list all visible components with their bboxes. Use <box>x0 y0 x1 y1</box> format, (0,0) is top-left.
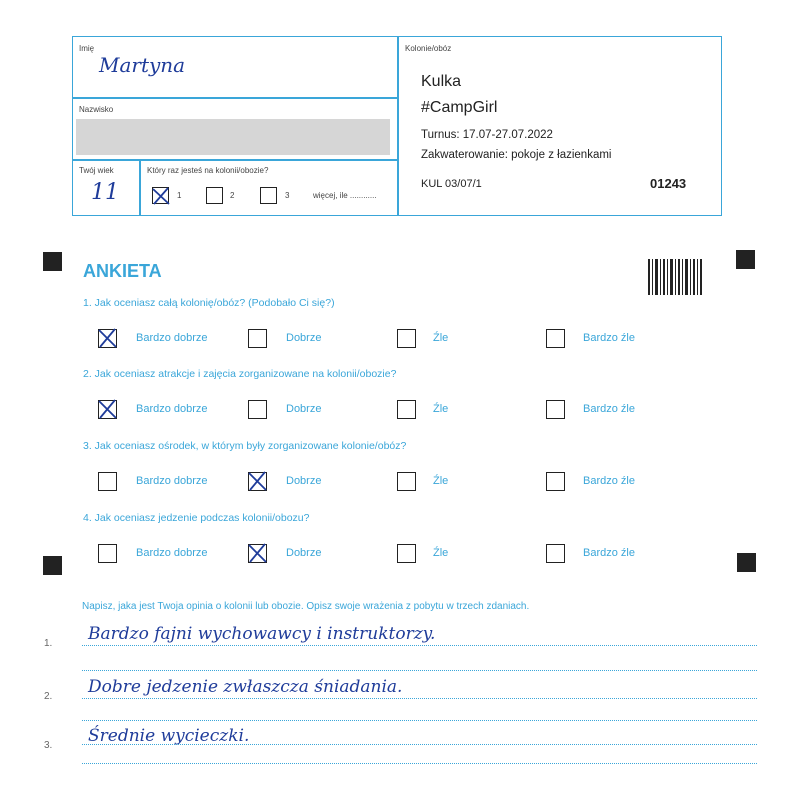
survey-title: ANKIETA <box>83 261 162 281</box>
question-1-option-1-label: Bardzo dobrze <box>136 332 208 344</box>
opinion-line-2-number: 2. <box>44 691 53 702</box>
question-4-text: 4. Jak oceniasz jedzenie podczas kolonii/obozu? <box>83 512 310 524</box>
question-1-option-2-checkbox[interactable] <box>248 329 267 348</box>
question-3-option-4-label: Bardzo źle <box>583 475 635 487</box>
opinion-line-1-text[interactable]: Bardzo fajni wychowawcy i instruktorzy. <box>88 624 436 644</box>
question-2-option-2-label: Dobrze <box>286 403 322 415</box>
ktory-raz-label: Który raz jesteś na kolonii/obozie? <box>147 166 269 175</box>
header-form <box>72 36 722 216</box>
question-1-option-3-checkbox[interactable] <box>397 329 416 348</box>
dotted-line <box>82 720 757 721</box>
opinion-line-2-text[interactable]: Dobre jedzenie zwłaszcza śniadania. <box>88 677 403 697</box>
registration-mark <box>737 553 756 572</box>
question-1-option-4-checkbox[interactable] <box>546 329 565 348</box>
wiek-label: Twój wiek <box>79 166 114 175</box>
camp-code: KUL 03/07/1 <box>421 178 482 190</box>
question-3-option-1-label: Bardzo dobrze <box>136 475 208 487</box>
question-1-option-1-checkbox[interactable] <box>98 329 117 348</box>
opinion-prompt: Napisz, jaka jest Twoja opinia o kolonii lub obozie. Opisz swoje wrażenia z pobytu w trzech zdaniach. <box>82 601 530 612</box>
question-2-option-1-label: Bardzo dobrze <box>136 403 208 415</box>
opinion-line-1-number: 1. <box>44 638 53 649</box>
question-4-option-4-checkbox[interactable] <box>546 544 565 563</box>
ktory-raz-checkbox-3[interactable] <box>260 187 277 204</box>
barcode-icon <box>648 259 702 295</box>
kolonia-label: Kolonie/obóz <box>405 44 452 53</box>
question-2-text: 2. Jak oceniasz atrakcje i zajęcia zorganizowane na kolonii/obozie? <box>83 368 397 380</box>
question-2-option-2-checkbox[interactable] <box>248 400 267 419</box>
registration-mark <box>43 252 62 271</box>
question-2-option-1-checkbox[interactable] <box>98 400 117 419</box>
registration-mark <box>43 556 62 575</box>
turnus: Turnus: 17.07-27.07.2022 <box>421 129 553 141</box>
question-3-option-2-checkbox[interactable] <box>248 472 267 491</box>
dotted-line <box>82 670 757 671</box>
zakwaterowanie: Zakwaterowanie: pokoje z łazienkami <box>421 149 612 161</box>
dotted-line <box>82 645 757 646</box>
question-1-option-4-label: Bardzo źle <box>583 332 635 344</box>
question-4-option-3-checkbox[interactable] <box>397 544 416 563</box>
ktory-raz-opt-3: 3 <box>285 191 290 200</box>
question-4-option-1-label: Bardzo dobrze <box>136 547 208 559</box>
dotted-line <box>82 698 757 699</box>
camp-tag: #CampGirl <box>421 99 498 116</box>
question-3-option-1-checkbox[interactable] <box>98 472 117 491</box>
header-line <box>139 159 141 215</box>
question-2-option-4-checkbox[interactable] <box>546 400 565 419</box>
nazwisko-redacted <box>76 119 390 155</box>
ktory-raz-checkbox-2[interactable] <box>206 187 223 204</box>
ktory-raz-opt-2: 2 <box>230 191 235 200</box>
imie-label: Imię <box>79 44 95 53</box>
question-2-option-3-checkbox[interactable] <box>397 400 416 419</box>
header-divider <box>397 37 399 215</box>
camp-name: Kulka <box>421 73 462 90</box>
question-2-option-3-label: Źle <box>433 403 449 415</box>
question-1-option-3-label: Źle <box>433 332 449 344</box>
question-3-option-3-checkbox[interactable] <box>397 472 416 491</box>
imie-value[interactable]: Martyna <box>99 53 186 77</box>
ktory-raz-checkbox-1[interactable] <box>152 187 169 204</box>
registration-mark <box>736 250 755 269</box>
question-4-option-3-label: Źle <box>433 547 449 559</box>
header-line <box>73 97 397 99</box>
check-mark-icon <box>246 542 268 564</box>
check-mark-icon <box>96 398 118 420</box>
question-2-option-4-label: Bardzo źle <box>583 403 635 415</box>
question-4-option-1-checkbox[interactable] <box>98 544 117 563</box>
dotted-line <box>82 744 757 745</box>
ktory-raz-opt-more: więcej, ile ............ <box>313 191 377 200</box>
question-4-option-2-checkbox[interactable] <box>248 544 267 563</box>
dotted-line <box>82 763 757 764</box>
check-mark-icon <box>246 470 268 492</box>
header-line <box>73 159 397 161</box>
question-3-option-3-label: Źle <box>433 475 449 487</box>
question-3-option-4-checkbox[interactable] <box>546 472 565 491</box>
wiek-value[interactable]: 11 <box>91 180 119 205</box>
question-1-text: 1. Jak oceniasz całą kolonię/obóz? (Podobało Ci się?) <box>83 297 335 309</box>
check-mark-icon <box>96 327 118 349</box>
question-4-option-2-label: Dobrze <box>286 547 322 559</box>
nazwisko-label: Nazwisko <box>79 105 114 114</box>
question-3-option-2-label: Dobrze <box>286 475 322 487</box>
question-1-option-2-label: Dobrze <box>286 332 322 344</box>
question-4-option-4-label: Bardzo źle <box>583 547 635 559</box>
opinion-line-3-number: 3. <box>44 740 53 751</box>
opinion-line-3-text[interactable]: Średnie wycieczki. <box>88 726 250 746</box>
form-number: 01243 <box>650 176 687 191</box>
ktory-raz-opt-1: 1 <box>177 191 182 200</box>
question-3-text: 3. Jak oceniasz ośrodek, w którym były zorganizowane kolonie/obóz? <box>83 440 407 452</box>
